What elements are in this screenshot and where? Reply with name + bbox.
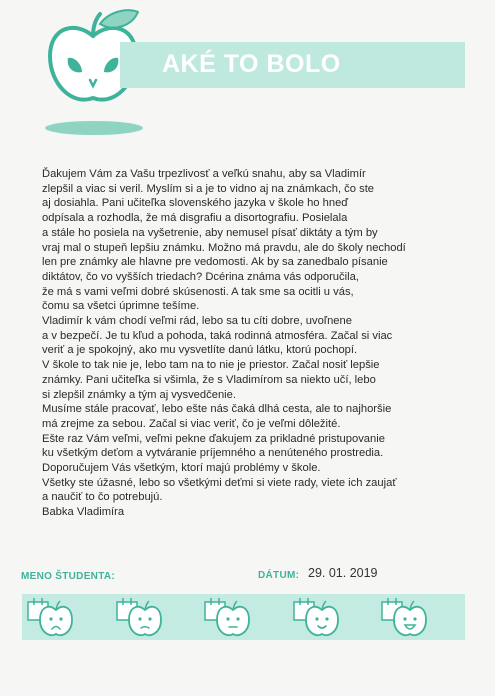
letter-line: V škole to tak nie je, lebo tam na to nie je priestor. Začal nosiť lepšie (42, 359, 380, 372)
testimonial-letter (42, 167, 462, 520)
letter-line: len pre známky ale hlavne pre vedomosti. Ak by sa zanedbalo písanie (42, 256, 388, 269)
neutral-apple-icon[interactable] (203, 596, 263, 640)
letter-line: aj dosiahla. Pani učiteľka slovenského jazyka v škole ho hneď (42, 197, 349, 210)
logo-shadow (45, 121, 143, 135)
letter-line: má zrejme za sebou. Začal si viac veriť, čo je veľmi dôležité. (42, 417, 341, 430)
date-label: DÁTUM: (258, 570, 300, 581)
letter-line: čomu sa všetci úprimne tešíme. (42, 300, 200, 313)
letter-line: a v bezpečí. Je tu kľud a pohoda, taká rodinná atmosféra. Začal si viac (42, 329, 393, 342)
letter-line: Ešte raz Vám veľmi, veľmi pekne ďakujem za prikladné pristupovanie (42, 432, 385, 445)
sad-apple-icon[interactable] (115, 596, 175, 640)
letter-line: Ďakujem Vám za Vašu trpezlivosť a veľkú snahu, aby sa Vladimír (42, 168, 366, 180)
letter-line: zlepšil a viac si veril. Myslím si a je to vidno aj na známkach, čo ste (42, 182, 375, 195)
letter-line: si zlepšil známky a tým aj vysvedčenie. (42, 388, 236, 401)
date-value: 29. 01. 2019 (308, 566, 378, 580)
student-name-label: MENO ŠTUDENTA: (21, 571, 116, 582)
letter-line: Vladimír k vám chodí veľmi rád, lebo sa tu cíti dobre, uvoľnene (42, 315, 352, 328)
letter-line: Doporučujem Vás všetkým, ktorí majú problémy v škole. (42, 462, 321, 475)
page-title: AKÉ TO BOLO (162, 50, 341, 78)
letter-line: ku všetkým deťom a vytváranie príjemného a nenúteného prostredia. (42, 447, 384, 460)
very-sad-apple-icon[interactable] (26, 596, 86, 640)
letter-line: diktátov, čo vo vyšších triedach? Dcérina známa vás odporučila, (42, 270, 359, 283)
letter-line: vraj mal o stupeň lepšiu známku. Možno má pravdu, ale do školy nechodí (42, 241, 406, 254)
letter-line: veriť a je spokojný, ako mu vysvetlíte danú látku, ktorú pochopí. (42, 344, 358, 357)
letter-line: Všetky ste úžasné, lebo so všetkými deťmi si viete rady, viete ich zaujať (42, 476, 397, 489)
letter-line: Babka Vladimíra (42, 506, 125, 519)
letter-line: odpísala a rozhodla, že má disgrafiu a disortografiu. Posielala (42, 212, 348, 225)
very-happy-apple-icon[interactable] (380, 596, 440, 640)
happy-apple-icon[interactable] (292, 596, 352, 640)
letter-line: Musíme stále pracovať, lebo ešte nás čaká dlhá cesta, ale to najhoršie (42, 403, 392, 416)
letter-line: a stále ho posiela na vyšetrenie, aby nemusel písať diktáty a tým by (42, 226, 378, 239)
letter-line: že má s vami veľmi dobré skúsenosti. A tak sme sa ocitli u vás, (42, 285, 354, 298)
letter-line: známky. Pani učiteľka si všimla, že s Vladimírom sa niekto učí, lebo (42, 373, 376, 386)
letter-line: a naučiť to čo potrebujú. (42, 491, 163, 504)
